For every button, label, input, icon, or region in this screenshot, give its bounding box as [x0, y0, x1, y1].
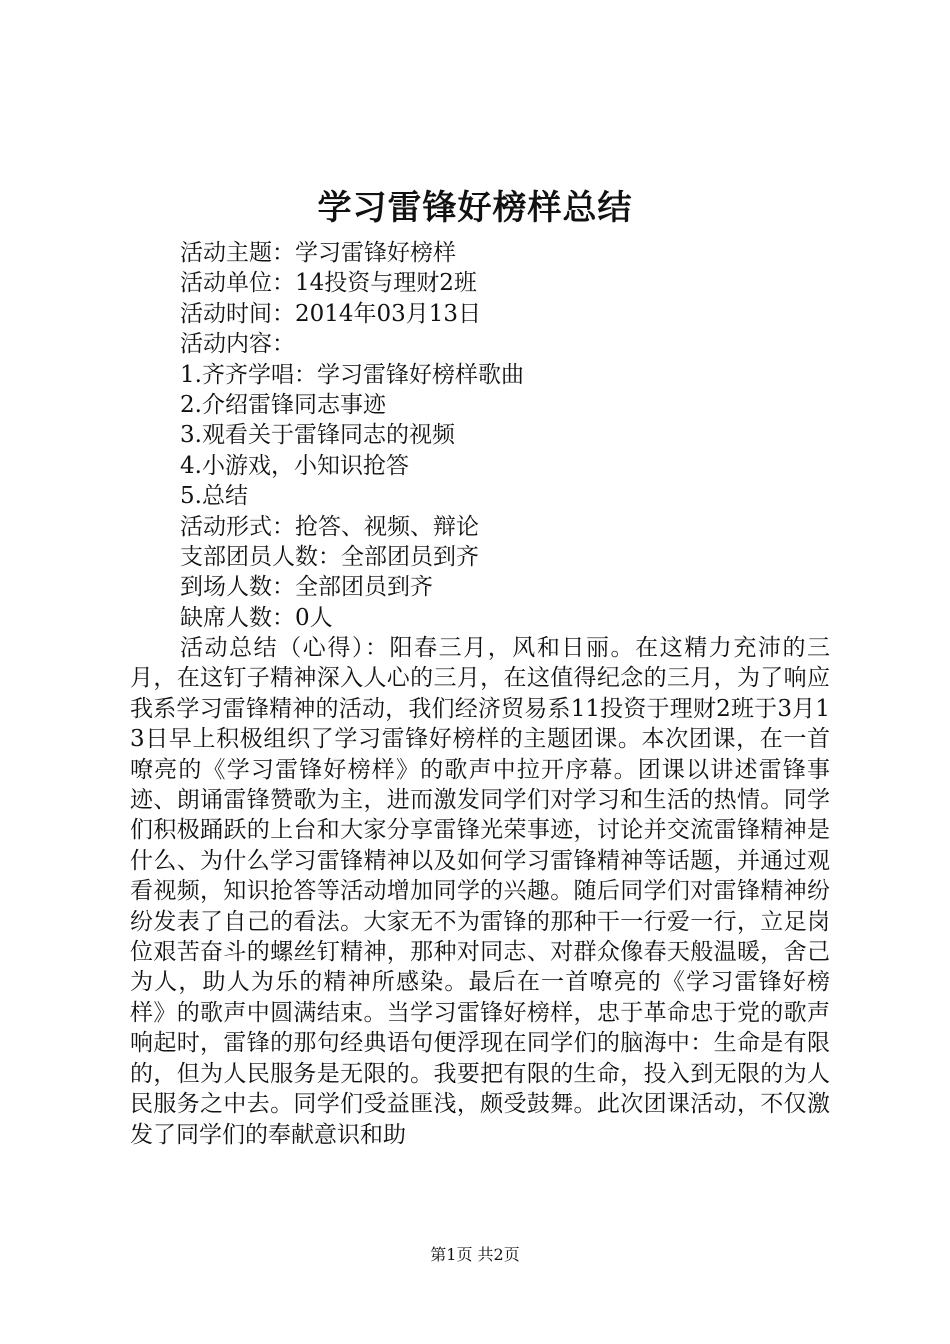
info-line-member-count: 支部团员人数：全部团员到齐: [180, 544, 479, 571]
info-line-absence: 缺席人数：0人: [180, 604, 333, 631]
info-line-content-item-1: 1.齐齐学唱：学习雷锋好榜样歌曲: [180, 361, 524, 388]
page-footer: 第1页 共2页: [430, 1245, 520, 1264]
info-line-form: 活动形式：抢答、视频、辩论: [180, 513, 479, 540]
document-title: 学习雷锋好榜样总结: [317, 188, 633, 228]
info-line-content-heading: 活动内容：: [180, 331, 295, 358]
info-line-theme: 活动主题：学习雷锋好榜样: [180, 240, 456, 266]
info-line-content-item-3: 3.观看关于雷锋同志的视频: [180, 422, 455, 449]
info-line-unit: 活动单位：14投资与理财2班: [180, 270, 477, 297]
info-line-time: 活动时间：2014年03月13日: [180, 300, 482, 327]
info-line-attendance: 到场人数：全部团员到齐: [180, 574, 433, 601]
info-line-content-item-5: 5.总结: [180, 483, 248, 510]
activity-info-list: [180, 238, 880, 633]
info-line-content-item-2: 2.介绍雷锋同志事迹: [180, 392, 386, 419]
info-line-content-item-4: 4.小游戏，小知识抢答: [180, 452, 409, 479]
summary-paragraph: 活动总结（心得）：阳春三月，风和日丽。在这精力充沛的三月，在这钉子精神深入人心的三月，在这值得纪念的三月，为了响应我系学习雷锋精神的活动，我们经济贸易系11投资于理财2班于3月13日早上积极组织了学习雷锋好榜样的主题团课。本次团课，在一首嘹亮的《学习雷锋好榜样》的歌声中拉开序幕。团课以讲述雷锋事迹、朗诵雷锋赞歌为主，进而激发同学们对学习和生活的热情。同学们积极踊跃的上台和大家分享雷锋光荣事迹，讨论并交流雷锋精神是什么、为什么学习雷锋精神以及如何学习雷锋精神等话题，并通过观看视频，知识抢答等活动增加同学的兴趣。随后同学们对雷锋精神纷纷发表了自己的看法。大家无不为雷锋的那种干一行爱一行，立足岗位艰苦奋斗的螺丝钉精神，那种对同志、对群众像春天般温暖，舍己为人，助人为乐的精神所感染。最后在一首嘹亮的《学习雷锋好榜样》的歌声中圆满结束。当学习雷锋好榜样，忠于革命忠于党的歌声响起时，雷锋的那句经典语句便浮现在同学们的脑海中：生命是有限的，但为人民服务是无限的。我要把有限的生命，投入到无限的为人民服务之中去。同学们受益匪浅，颇受鼓舞。此次团课活动，不仅激发了同学们的奉献意识和助: [130, 635, 830, 1148]
